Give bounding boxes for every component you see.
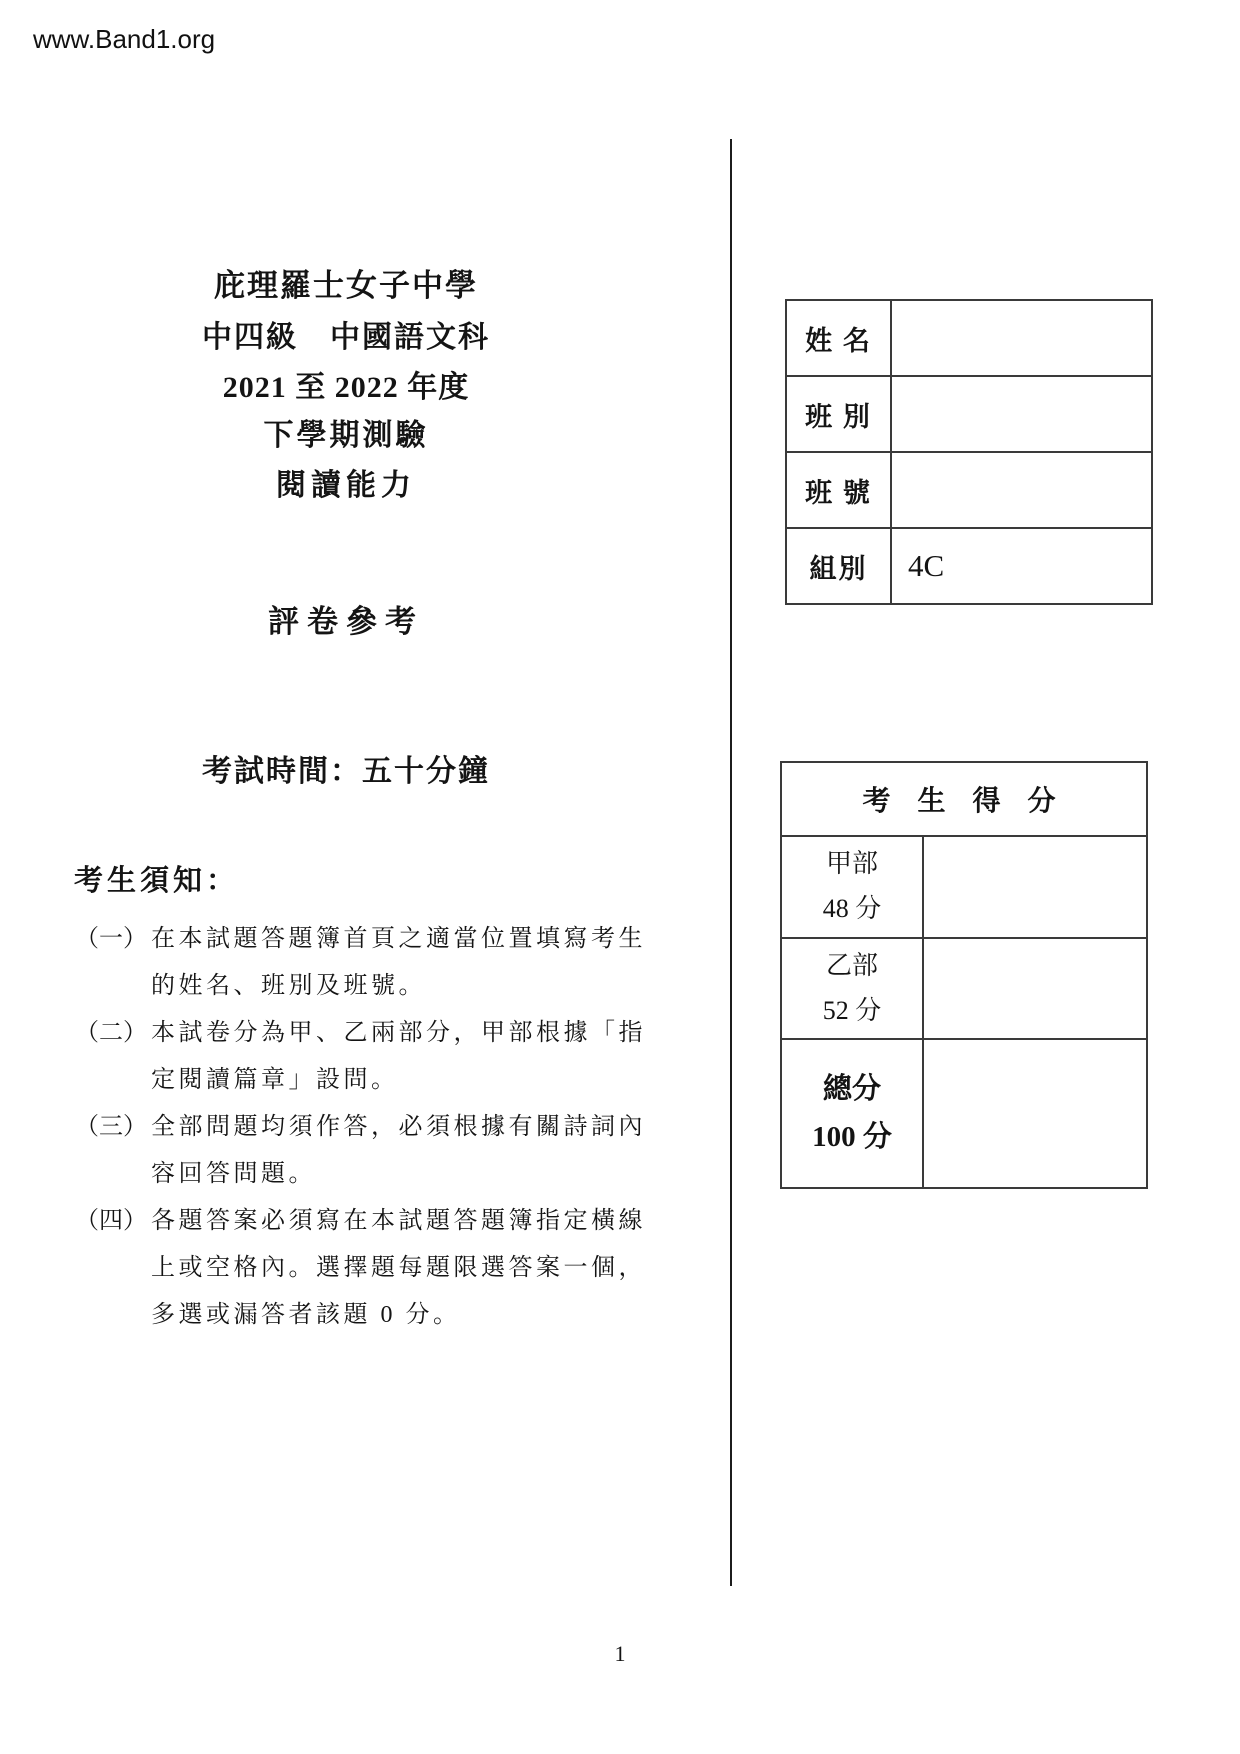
site-watermark: www.Band1.org (33, 24, 216, 54)
class-number-label: 班 號 (787, 453, 892, 527)
name-value-cell (892, 301, 1151, 375)
score-row-part-a (782, 837, 1146, 939)
note-text-line: 上或空格內。選擇題每題限選答案一個， (151, 1255, 646, 1281)
notes-heading: 考生須知： (74, 865, 240, 897)
group-value-cell: 4C (908, 548, 945, 583)
note-number: （三） (75, 1114, 147, 1140)
note-text-line: 的姓名、班別及班號。 (151, 973, 426, 999)
table-row-class (787, 377, 1151, 453)
note-item-2 (75, 1010, 675, 1104)
part-a-label: 甲部 (825, 849, 878, 879)
column-divider-line (730, 139, 732, 1586)
name-label: 姓 名 (787, 301, 892, 375)
class-label: 班 別 (787, 377, 892, 451)
note-item-3 (75, 1104, 675, 1198)
term-test-title: 下學期測驗 (263, 419, 429, 452)
part-b-score-cell (924, 939, 1146, 1038)
table-row-name (787, 301, 1151, 377)
grade-and-subject: 中四級 中國語文科 (202, 321, 490, 354)
paper-title: 閱讀能力 (276, 469, 416, 502)
note-text-line: 多選或漏答者該題 0 分。 (151, 1302, 461, 1328)
page-number: 1 (614, 1641, 626, 1666)
part-b-label: 乙部 (825, 950, 878, 980)
part-a-score-cell (924, 837, 1146, 937)
note-text-line: 在本試題答題簿首頁之適當位置填寫考生 (151, 926, 646, 952)
total-label: 總分 (822, 1072, 881, 1105)
note-number: （一） (75, 926, 147, 952)
student-info-table (785, 299, 1153, 605)
note-text-line: 容回答問題。 (151, 1161, 316, 1187)
score-row-part-b (782, 939, 1146, 1040)
score-row-total (782, 1040, 1146, 1187)
part-a-marks: 48 分 (822, 894, 882, 923)
part-b-marks: 52 分 (822, 995, 882, 1025)
table-row-group (787, 529, 1151, 603)
total-marks: 100 分 (812, 1120, 892, 1153)
note-text-line: 定閱讀篇章」設問。 (151, 1067, 399, 1093)
note-number: （二） (75, 1020, 147, 1046)
note-text-line: 各題答案必須寫在本試題答題簿指定橫線 (151, 1208, 646, 1234)
exam-duration: 考試時間：五十分鐘 (202, 755, 490, 788)
note-item-4 (75, 1198, 675, 1339)
score-table-title: 考 生 得 分 (782, 763, 1146, 837)
table-row-class-number (787, 453, 1151, 529)
note-text-line: 本試卷分為甲、乙兩部分，甲部根據「指 (151, 1020, 646, 1046)
academic-year: 2021 至 2022 年度 (222, 371, 470, 404)
school-name: 庇理羅士女子中學 (214, 268, 478, 303)
class-value-cell (892, 377, 1151, 451)
class-number-value-cell (892, 453, 1151, 527)
marking-scheme-label: 評卷參考 (268, 604, 424, 639)
notes-list (75, 916, 675, 1339)
note-item-1 (75, 916, 675, 1010)
group-label: 組別 (787, 529, 892, 603)
score-table (780, 761, 1148, 1189)
total-score-cell (924, 1040, 1146, 1187)
note-number: （四） (75, 1208, 147, 1234)
note-text-line: 全部問題均須作答，必須根據有關詩詞內 (151, 1114, 646, 1140)
